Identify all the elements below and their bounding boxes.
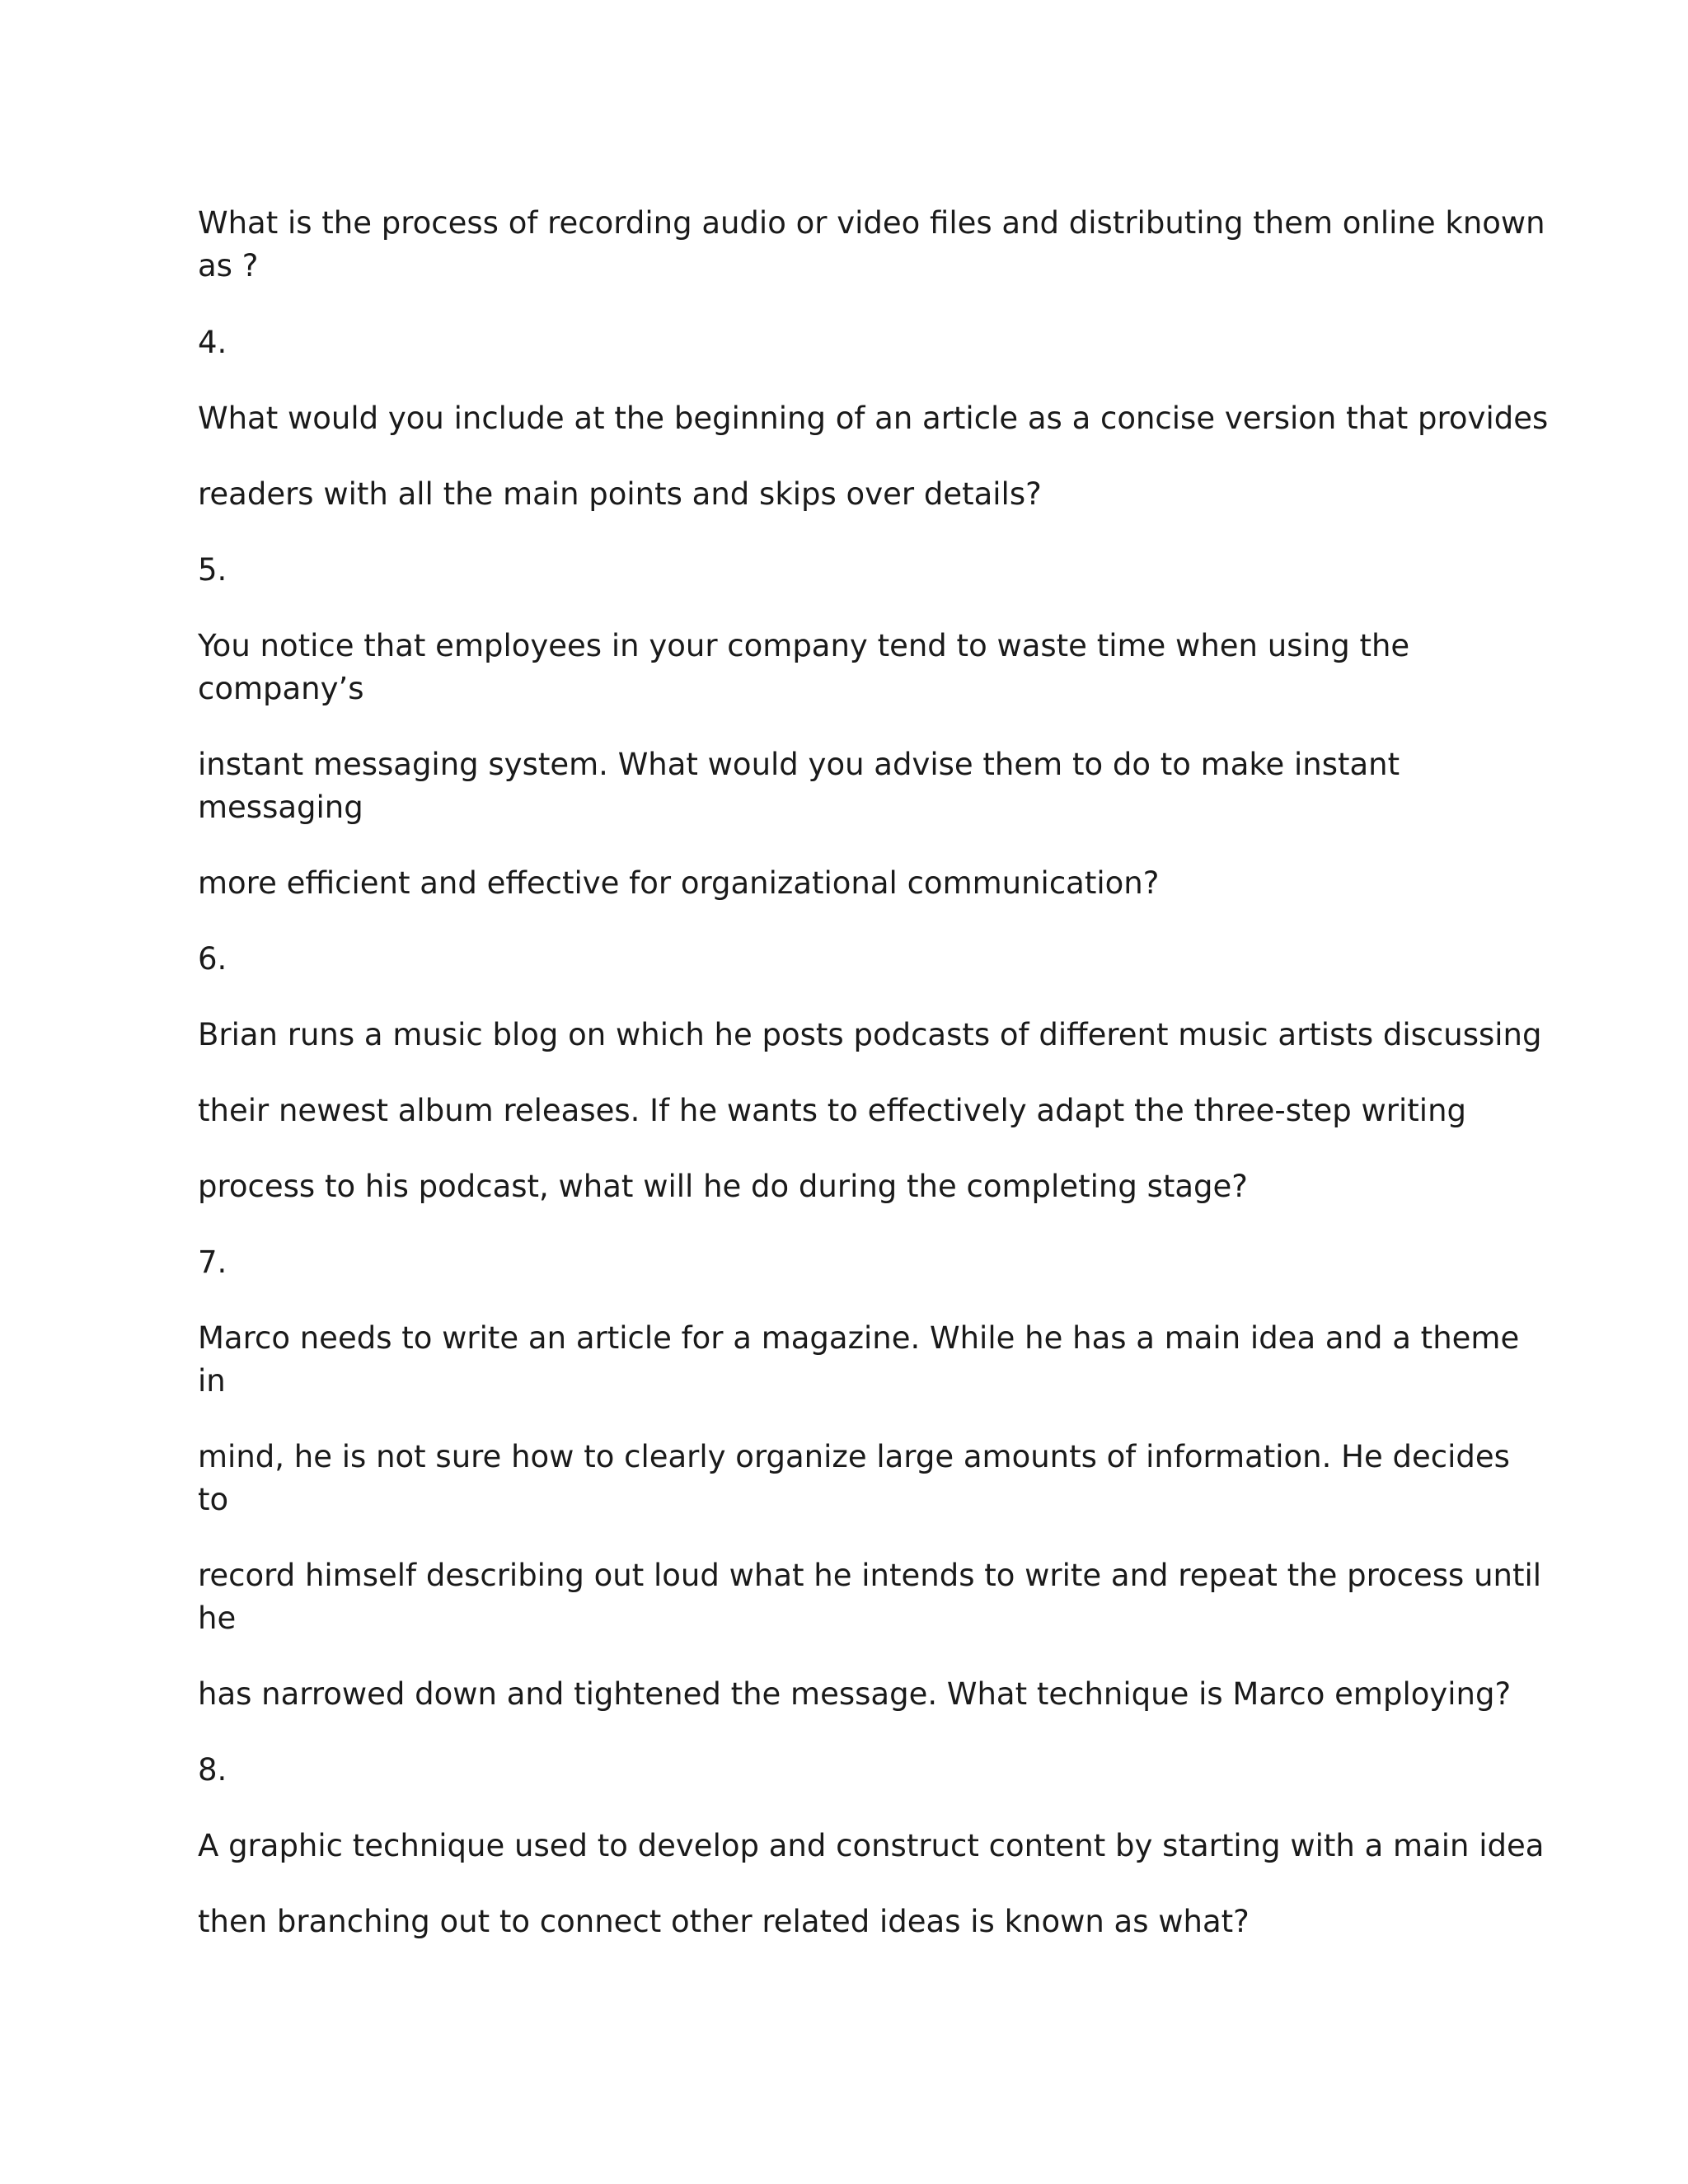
question-number-7: 7.: [198, 1244, 227, 1280]
question-5-text-line-5: more efficient and effective for organizational communication?: [198, 865, 1160, 901]
question-7-text-line-1: Marco needs to write an article for a magazine. While he has a main idea and a theme: [198, 1320, 1520, 1356]
question-6-text-line-2: their newest album releases. If he wants to effectively adapt the three-step writing: [198, 1093, 1467, 1128]
question-7-text-line-7: has narrowed down and tightened the message. What technique is Marco employing?: [198, 1676, 1512, 1712]
question-7-text-line-3: mind, he is not sure how to clearly organize large amounts of information. He decides: [198, 1439, 1510, 1474]
question-7-text-line-5: record himself describing out loud what he intends to write and repeat the process until: [198, 1558, 1542, 1593]
question-3-text-line-1: What is the process of recording audio or video files and distributing them online known: [198, 205, 1545, 241]
question-7-text-line-4: to: [198, 1482, 229, 1517]
question-number-6: 6.: [198, 941, 227, 977]
question-8-text-line-1: A graphic technique used to develop and construct content by starting with a main idea: [198, 1828, 1545, 1863]
question-number-8: 8.: [198, 1752, 227, 1788]
question-5-text-line-2: company’s: [198, 671, 364, 706]
question-8-text-line-2: then branching out to connect other related ideas is known as what?: [198, 1904, 1250, 1939]
question-5-text-line-4: messaging: [198, 790, 363, 825]
question-3-text-line-2: as ?: [198, 248, 259, 284]
question-7-text-line-6: he: [198, 1601, 237, 1636]
question-7-text-line-2: in: [198, 1363, 226, 1399]
question-number-5: 5.: [198, 552, 227, 588]
question-6-text-line-1: Brian runs a music blog on which he posts podcasts of different music artists discussing: [198, 1017, 1542, 1052]
question-5-text-line-1: You notice that employees in your company tend to waste time when using the: [198, 628, 1410, 663]
question-5-text-line-3: instant messaging system. What would you advise them to do to make instant: [198, 747, 1400, 782]
question-6-text-line-3: process to his podcast, what will he do during the completing stage?: [198, 1169, 1248, 1204]
question-4-text-line-2: readers with all the main points and skips over details?: [198, 476, 1042, 512]
question-4-text-line-1: What would you include at the beginning of an article as a concise version that provides: [198, 401, 1549, 436]
question-number-4: 4.: [198, 325, 227, 360]
